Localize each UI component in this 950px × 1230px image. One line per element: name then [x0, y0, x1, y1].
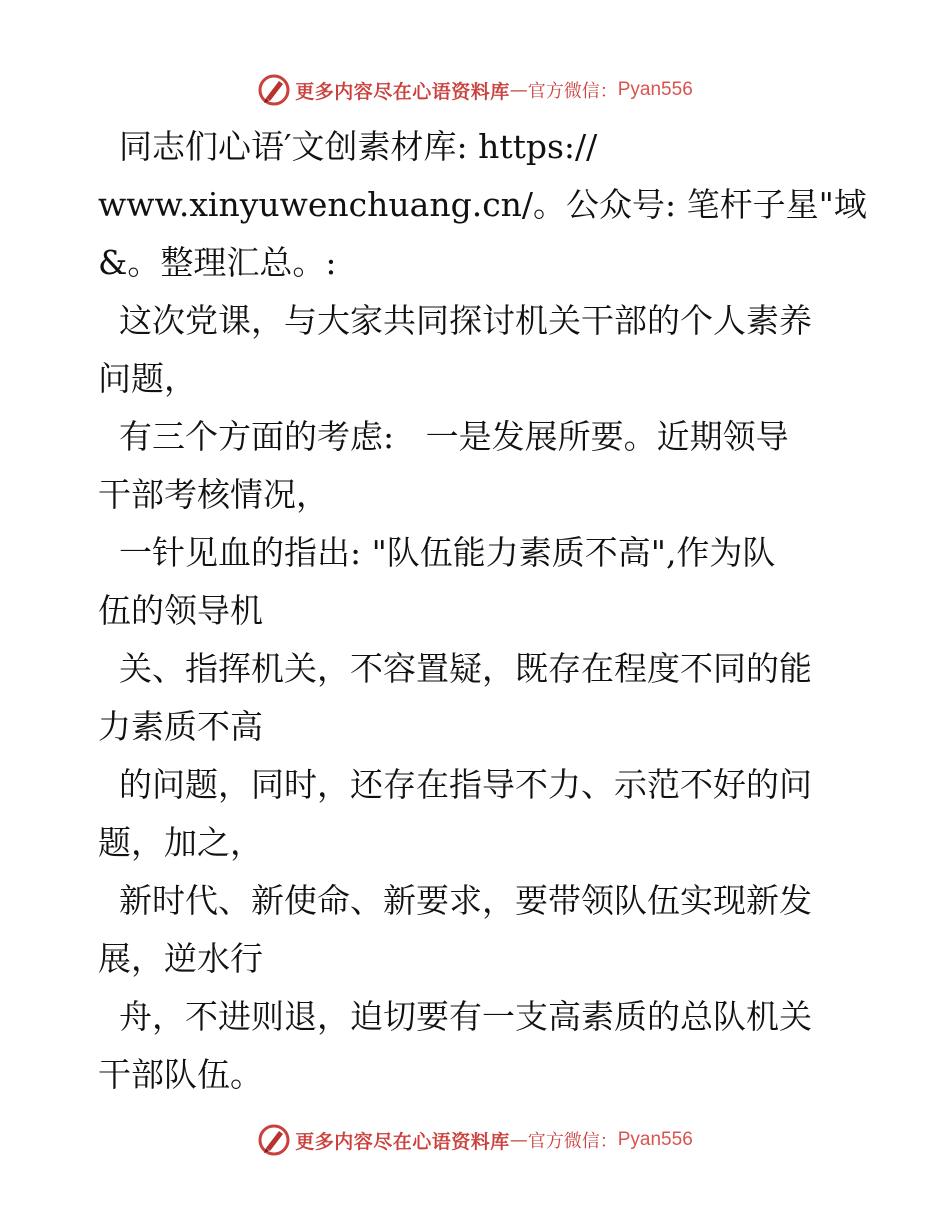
body-line: 干部队伍。	[98, 1055, 263, 1094]
body-line: 的问题，同时，还存在指导不力、示范不好的问	[98, 765, 812, 804]
body-line: 干部考核情况，	[98, 475, 329, 514]
body-line: www.xinyuwenchuang.cn/。公众号: 笔杆子星"域	[98, 185, 867, 224]
body-line: 新时代、新使命、新要求，要带领队伍实现新发	[98, 881, 812, 920]
watermark-wechat-label: 官方微信：	[527, 1131, 618, 1152]
watermark-dash: —	[509, 79, 528, 101]
body-line: 同志们心语′文创素材库: https://	[98, 127, 598, 166]
body-line: 有三个方面的考虑: 一是发展所要。近期领导	[98, 417, 789, 456]
pen-logo-icon	[257, 1123, 291, 1157]
watermark-wechat-id: Pyan556	[617, 1129, 693, 1150]
body-line: 伍的领导机	[98, 591, 263, 630]
body-line: 舟，不进则退，迫切要有一支高素质的总队机关	[98, 997, 812, 1036]
watermark-text: 更多内容尽在心语资料库	[295, 1130, 510, 1153]
header-watermark	[0, 70, 950, 110]
document-body	[98, 118, 868, 1104]
body-line: 问题，	[98, 359, 197, 398]
body-line: 一针见血的指出: "队伍能力素质不高",作为队	[98, 533, 776, 572]
watermark-dash: —	[509, 1129, 528, 1151]
body-line: &。整理汇总。:	[98, 243, 337, 282]
footer-watermark	[0, 1120, 950, 1160]
body-line: 力素质不高	[98, 707, 263, 746]
body-line: 展，逆水行	[98, 939, 263, 978]
body-line: 题，加之，	[98, 823, 263, 862]
watermark-text: 更多内容尽在心语资料库	[295, 80, 510, 103]
pen-logo-icon	[257, 73, 291, 107]
watermark-wechat-id: Pyan556	[617, 79, 693, 100]
body-line: 关、指挥机关，不容置疑，既存在程度不同的能	[98, 649, 812, 688]
body-line: 这次党课，与大家共同探讨机关干部的个人素养	[98, 301, 812, 340]
watermark-wechat-label: 官方微信：	[527, 81, 618, 102]
